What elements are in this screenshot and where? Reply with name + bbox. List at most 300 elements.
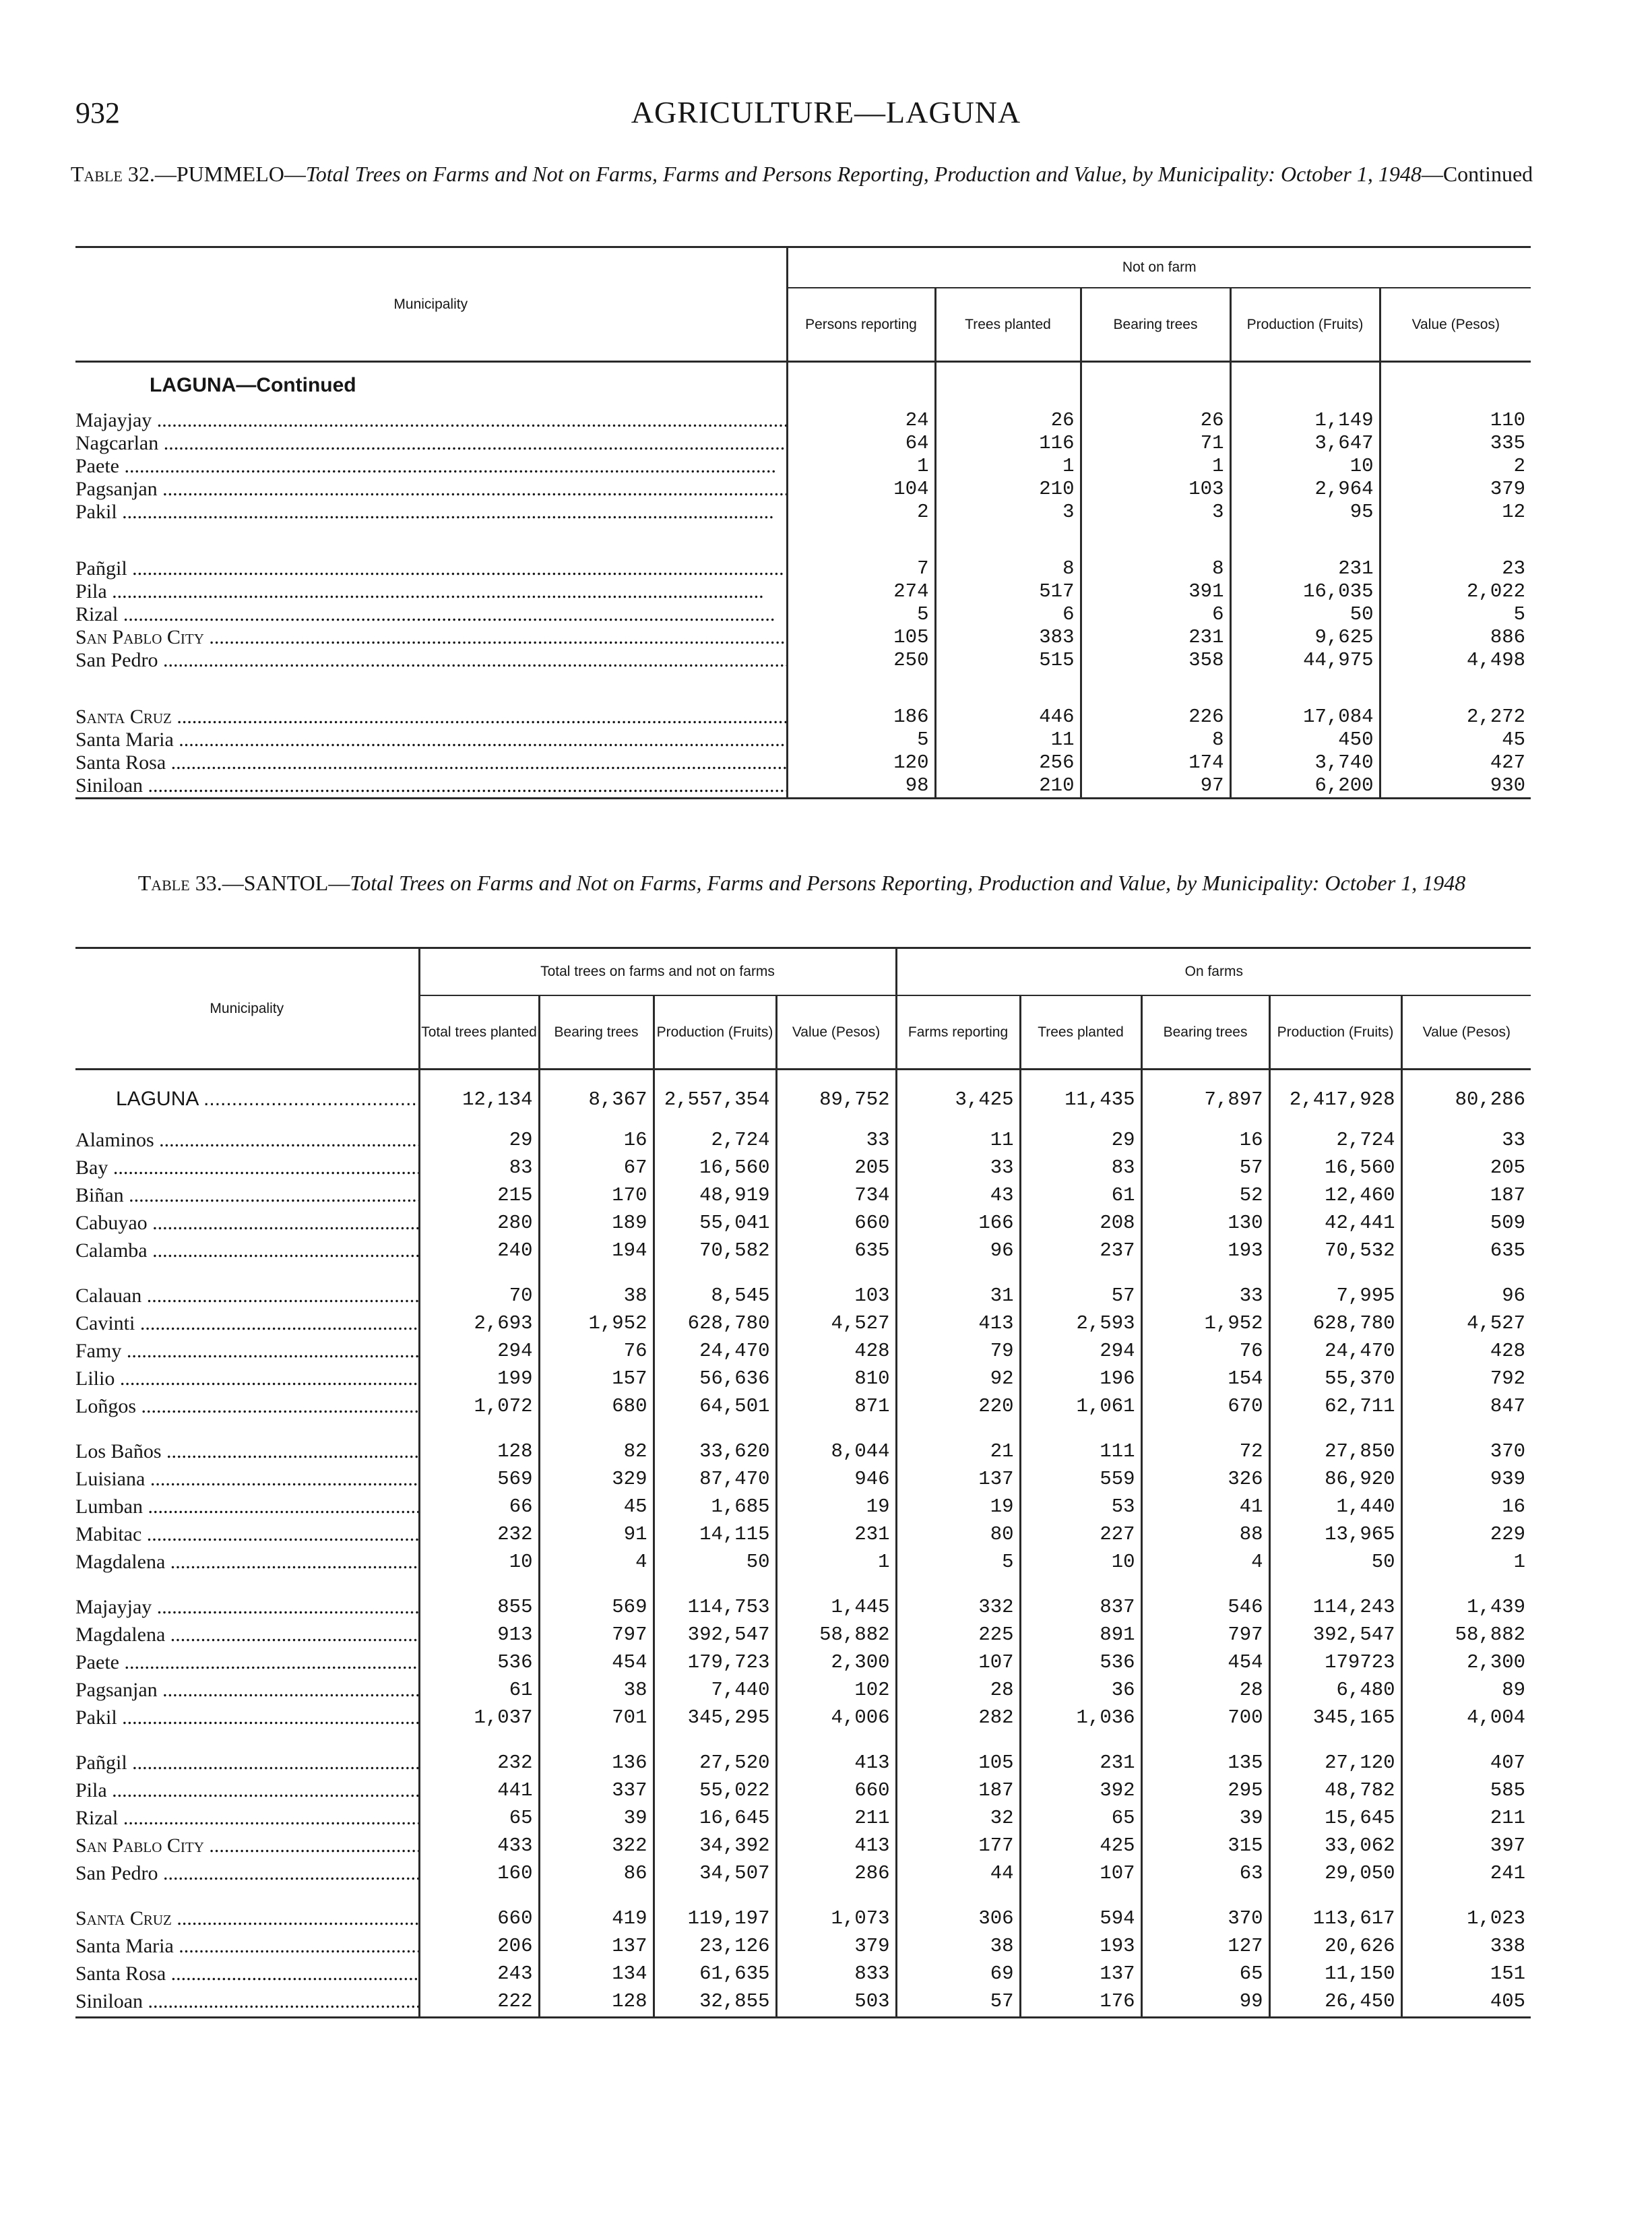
value-cell: 2 — [787, 501, 935, 524]
value-cell: 27,850 — [1269, 1440, 1401, 1468]
table-row — [75, 1340, 1531, 1367]
value-cell: 103 — [776, 1285, 896, 1312]
municipality-name: Loñgos ..... — [75, 1395, 419, 1423]
value-cell: 104 — [787, 478, 935, 501]
municipality-name: Lilio ..... — [75, 1367, 419, 1395]
table-row — [75, 1239, 1531, 1267]
value-cell: 1,149 — [1230, 409, 1380, 432]
municipality-name: Alaminos ..... — [75, 1129, 419, 1156]
value-cell: 397 — [1401, 1834, 1531, 1862]
value-cell: 2,724 — [1269, 1129, 1401, 1156]
table-row — [75, 1285, 1531, 1312]
value-cell: 427 — [1380, 751, 1531, 774]
value-cell: 10 — [419, 1551, 539, 1578]
value-cell: 65 — [419, 1807, 539, 1834]
table-row — [75, 1367, 1531, 1395]
value-cell: 628,780 — [654, 1312, 776, 1340]
value-cell: 26 — [1081, 409, 1230, 432]
value-cell: 96 — [896, 1239, 1020, 1267]
municipality-name: Cavinti ..... — [75, 1312, 419, 1340]
value-cell: 227 — [1020, 1523, 1141, 1551]
value-cell: 370 — [1141, 1907, 1269, 1935]
value-cell: 38 — [539, 1679, 654, 1706]
table-row — [75, 1862, 1531, 1890]
municipality-name: Pila ..... — [75, 1779, 419, 1807]
table33-caption — [67, 868, 1536, 898]
value-cell: 628,780 — [1269, 1312, 1401, 1340]
value-cell: 4,006 — [776, 1706, 896, 1734]
value-cell: 16,560 — [1269, 1156, 1401, 1184]
value-cell: 56,636 — [654, 1367, 776, 1395]
value-cell: 392,547 — [654, 1624, 776, 1651]
value-cell: 205 — [1401, 1156, 1531, 1184]
table-row — [75, 603, 1531, 626]
table-row — [75, 409, 1531, 432]
value-cell: 70,532 — [1269, 1239, 1401, 1267]
table-row — [75, 729, 1531, 751]
value-cell: 62,711 — [1269, 1395, 1401, 1423]
table-row — [75, 1935, 1531, 1963]
value-cell: 6 — [1081, 603, 1230, 626]
value-cell: 891 — [1020, 1624, 1141, 1651]
value-cell: 701 — [539, 1706, 654, 1734]
value-cell: 392 — [1020, 1779, 1141, 1807]
value-cell: 7,440 — [654, 1679, 776, 1706]
value-cell: 6,200 — [1230, 774, 1380, 799]
value-cell: 34,392 — [654, 1834, 776, 1862]
value-cell: 1 — [787, 455, 935, 478]
total-cell: 80,286 — [1401, 1070, 1531, 1129]
table-row — [75, 706, 1531, 729]
municipality-name: Pakil ..... — [75, 501, 787, 524]
value-cell: 413 — [776, 1752, 896, 1779]
value-cell: 97 — [1081, 774, 1230, 799]
header-municipality: Municipality — [393, 297, 468, 312]
value-cell: 9,625 — [1230, 626, 1380, 649]
table-row — [75, 501, 1531, 524]
value-cell: 136 — [539, 1752, 654, 1779]
value-cell: 379 — [1380, 478, 1531, 501]
value-cell: 1,036 — [1020, 1706, 1141, 1734]
value-cell: 546 — [1141, 1596, 1269, 1624]
value-cell: 7 — [787, 557, 935, 580]
value-cell: 80 — [896, 1523, 1020, 1551]
value-cell: 329 — [539, 1468, 654, 1495]
value-cell: 8 — [1081, 557, 1230, 580]
value-cell: 446 — [935, 706, 1081, 729]
table-row — [75, 1990, 1531, 2018]
municipality-name: Pakil ..... — [75, 1706, 419, 1734]
value-cell: 114,243 — [1269, 1596, 1401, 1624]
value-cell: 1,440 — [1269, 1495, 1401, 1523]
value-cell: 174 — [1081, 751, 1230, 774]
value-cell: 5 — [896, 1551, 1020, 1578]
value-cell: 114,753 — [654, 1596, 776, 1624]
value-cell: 89 — [1401, 1679, 1531, 1706]
header-value: Value (Pesos) — [1380, 288, 1531, 362]
value-cell: 24,470 — [1269, 1340, 1401, 1367]
value-cell: 211 — [1401, 1807, 1531, 1834]
value-cell: 83 — [419, 1156, 539, 1184]
value-cell: 103 — [1081, 478, 1230, 501]
header-persons-reporting: Persons reporting — [787, 288, 935, 362]
value-cell: 503 — [776, 1990, 896, 2018]
value-cell: 433 — [419, 1834, 539, 1862]
value-cell: 57 — [896, 1990, 1020, 2018]
value-cell: 86,920 — [1269, 1468, 1401, 1495]
value-cell: 63 — [1141, 1862, 1269, 1890]
value-cell: 1,072 — [419, 1395, 539, 1423]
value-cell: 569 — [539, 1596, 654, 1624]
value-cell: 11 — [935, 729, 1081, 751]
value-cell: 110 — [1380, 409, 1531, 432]
value-cell: 2,022 — [1380, 580, 1531, 603]
value-cell: 6,480 — [1269, 1679, 1401, 1706]
pummelo-table — [75, 246, 1531, 799]
total-cell: 12,134 — [419, 1070, 539, 1129]
value-cell: 10 — [1020, 1551, 1141, 1578]
group-spacer — [75, 1890, 1531, 1907]
value-cell: 441 — [419, 1779, 539, 1807]
value-cell: 64 — [787, 432, 935, 455]
value-cell: 2,964 — [1230, 478, 1380, 501]
value-cell: 337 — [539, 1779, 654, 1807]
value-cell: 370 — [1401, 1440, 1531, 1468]
header-production: Production (Fruits) — [1230, 288, 1380, 362]
municipality-name: Lumban ..... — [75, 1495, 419, 1523]
value-cell: 128 — [539, 1990, 654, 2018]
value-cell: 45 — [1380, 729, 1531, 751]
value-cell: 10 — [1230, 455, 1380, 478]
value-cell: 335 — [1380, 432, 1531, 455]
value-cell: 64,501 — [654, 1395, 776, 1423]
value-cell: 509 — [1401, 1212, 1531, 1239]
header-group-total: Total trees on farms and not on farms — [419, 948, 896, 995]
table-row — [75, 478, 1531, 501]
table-row — [75, 1679, 1531, 1706]
municipality-name: Paete ..... — [75, 1651, 419, 1679]
value-cell: 1,073 — [776, 1907, 896, 1935]
value-cell: 6 — [935, 603, 1081, 626]
header-on-farm-bearing-trees: Bearing trees — [1141, 995, 1269, 1070]
value-cell: 240 — [419, 1239, 539, 1267]
value-cell: 111 — [1020, 1440, 1141, 1468]
value-cell: 15,645 — [1269, 1807, 1401, 1834]
value-cell: 428 — [1401, 1340, 1531, 1367]
value-cell: 166 — [896, 1212, 1020, 1239]
section-title: LAGUNA—Continued — [150, 374, 356, 397]
value-cell: 256 — [935, 751, 1081, 774]
value-cell: 237 — [1020, 1239, 1141, 1267]
table-row — [75, 1834, 1531, 1862]
total-cell: 2,557,354 — [654, 1070, 776, 1129]
value-cell: 44,975 — [1230, 649, 1380, 672]
value-cell: 66 — [419, 1495, 539, 1523]
table-row — [75, 1551, 1531, 1578]
total-cell: 3,425 — [896, 1070, 1020, 1129]
value-cell: 855 — [419, 1596, 539, 1624]
value-cell: 45 — [539, 1495, 654, 1523]
value-cell: 8,545 — [654, 1285, 776, 1312]
value-cell: 39 — [539, 1807, 654, 1834]
value-cell: 92 — [896, 1367, 1020, 1395]
value-cell: 660 — [419, 1907, 539, 1935]
value-cell: 52 — [1141, 1184, 1269, 1212]
value-cell: 515 — [935, 649, 1081, 672]
municipality-name: San Pablo City ..... — [75, 626, 787, 649]
value-cell: 135 — [1141, 1752, 1269, 1779]
value-cell: 16,560 — [654, 1156, 776, 1184]
value-cell: 48,919 — [654, 1184, 776, 1212]
value-cell: 3 — [1081, 501, 1230, 524]
value-cell: 886 — [1380, 626, 1531, 649]
value-cell: 8 — [935, 557, 1081, 580]
value-cell: 13,965 — [1269, 1523, 1401, 1551]
value-cell: 12,460 — [1269, 1184, 1401, 1212]
value-cell: 454 — [1141, 1651, 1269, 1679]
value-cell: 193 — [1020, 1935, 1141, 1963]
value-cell: 1,023 — [1401, 1907, 1531, 1935]
value-cell: 12 — [1380, 501, 1531, 524]
value-cell: 61 — [419, 1679, 539, 1706]
value-cell: 930 — [1380, 774, 1531, 799]
value-cell: 99 — [1141, 1990, 1269, 2018]
value-cell: 205 — [776, 1156, 896, 1184]
value-cell: 96 — [1401, 1285, 1531, 1312]
pummelo-table-body — [75, 362, 1531, 799]
total-row-name: LAGUNA ..... — [75, 1070, 419, 1129]
value-cell: 326 — [1141, 1468, 1269, 1495]
municipality-name: Santa Rosa ..... — [75, 751, 787, 774]
value-cell: 231 — [776, 1523, 896, 1551]
value-cell: 72 — [1141, 1440, 1269, 1468]
value-cell: 57 — [1020, 1285, 1141, 1312]
value-cell: 7,995 — [1269, 1285, 1401, 1312]
value-cell: 28 — [1141, 1679, 1269, 1706]
value-cell: 810 — [776, 1367, 896, 1395]
value-cell: 286 — [776, 1862, 896, 1890]
municipality-name: San Pedro ..... — [75, 1862, 419, 1890]
value-cell: 797 — [1141, 1624, 1269, 1651]
value-cell: 405 — [1401, 1990, 1531, 2018]
value-cell: 358 — [1081, 649, 1230, 672]
table-row — [75, 580, 1531, 603]
value-cell: 2,300 — [776, 1651, 896, 1679]
value-cell: 280 — [419, 1212, 539, 1239]
municipality-name: Santa Rosa ..... — [75, 1963, 419, 1990]
value-cell: 33,620 — [654, 1440, 776, 1468]
value-cell: 16 — [1141, 1129, 1269, 1156]
header-bearing-trees: Bearing trees — [1081, 288, 1230, 362]
table-row — [75, 1963, 1531, 1990]
value-cell: 55,370 — [1269, 1367, 1401, 1395]
value-cell: 5 — [787, 729, 935, 751]
value-cell: 31 — [896, 1285, 1020, 1312]
table-row — [75, 455, 1531, 478]
municipality-name: Pila ..... — [75, 580, 787, 603]
value-cell: 585 — [1401, 1779, 1531, 1807]
value-cell: 34,507 — [654, 1862, 776, 1890]
value-cell: 206 — [419, 1935, 539, 1963]
value-cell: 3,647 — [1230, 432, 1380, 455]
value-cell: 594 — [1020, 1907, 1141, 1935]
value-cell: 107 — [896, 1651, 1020, 1679]
value-cell: 36 — [1020, 1679, 1141, 1706]
table-row — [75, 1651, 1531, 1679]
value-cell: 8 — [1081, 729, 1230, 751]
value-cell: 413 — [896, 1312, 1020, 1340]
value-cell: 4 — [1141, 1551, 1269, 1578]
municipality-name: San Pablo City ..... — [75, 1834, 419, 1862]
municipality-name: Los Baños ..... — [75, 1440, 419, 1468]
header-value: Value (Pesos) — [776, 995, 896, 1070]
value-cell: 797 — [539, 1624, 654, 1651]
value-cell: 27,120 — [1269, 1752, 1401, 1779]
table-row — [75, 1395, 1531, 1423]
value-cell: 913 — [419, 1624, 539, 1651]
value-cell: 274 — [787, 580, 935, 603]
value-cell: 734 — [776, 1184, 896, 1212]
value-cell: 2 — [1380, 455, 1531, 478]
total-cell: 7,897 — [1141, 1070, 1269, 1129]
value-cell: 332 — [896, 1596, 1020, 1624]
value-cell: 179,723 — [654, 1651, 776, 1679]
header-bearing-trees: Bearing trees — [539, 995, 654, 1070]
municipality-name: Cabuyao ..... — [75, 1212, 419, 1239]
value-cell: 137 — [896, 1468, 1020, 1495]
group-spacer — [75, 1578, 1531, 1596]
municipality-name: Paete ..... — [75, 455, 787, 478]
value-cell: 4,527 — [1401, 1312, 1531, 1340]
value-cell: 19 — [776, 1495, 896, 1523]
value-cell: 50 — [1230, 603, 1380, 626]
total-cell: 11,435 — [1020, 1070, 1141, 1129]
value-cell: 23,126 — [654, 1935, 776, 1963]
value-cell: 20,626 — [1269, 1935, 1401, 1963]
value-cell: 8,044 — [776, 1440, 896, 1468]
total-row — [75, 1070, 1531, 1129]
municipality-name: Pañgil ..... — [75, 1752, 419, 1779]
value-cell: 39 — [1141, 1807, 1269, 1834]
municipality-name: Majayjay ..... — [75, 409, 787, 432]
value-cell: 210 — [935, 478, 1081, 501]
value-cell: 86 — [539, 1862, 654, 1890]
value-cell: 569 — [419, 1468, 539, 1495]
municipality-name: Santa Cruz ..... — [75, 706, 787, 729]
value-cell: 95 — [1230, 501, 1380, 524]
value-cell: 4,004 — [1401, 1706, 1531, 1734]
value-cell: 1,685 — [654, 1495, 776, 1523]
value-cell: 61,635 — [654, 1963, 776, 1990]
group-spacer — [75, 1734, 1531, 1752]
value-cell: 50 — [1269, 1551, 1401, 1578]
table-row — [75, 1807, 1531, 1834]
value-cell: 29,050 — [1269, 1862, 1401, 1890]
value-cell: 232 — [419, 1523, 539, 1551]
table-row — [75, 774, 1531, 799]
municipality-name: Rizal ..... — [75, 603, 787, 626]
value-cell: 670 — [1141, 1395, 1269, 1423]
value-cell: 33 — [1141, 1285, 1269, 1312]
table-row — [75, 1495, 1531, 1523]
value-cell: 5 — [1380, 603, 1531, 626]
value-cell: 700 — [1141, 1706, 1269, 1734]
value-cell: 450 — [1230, 729, 1380, 751]
value-cell: 211 — [776, 1807, 896, 1834]
value-cell: 70 — [419, 1285, 539, 1312]
value-cell: 67 — [539, 1156, 654, 1184]
table-row — [75, 1706, 1531, 1734]
value-cell: 2,593 — [1020, 1312, 1141, 1340]
municipality-name: Nagcarlan ..... — [75, 432, 787, 455]
value-cell: 33,062 — [1269, 1834, 1401, 1862]
value-cell: 105 — [896, 1752, 1020, 1779]
value-cell: 11 — [896, 1129, 1020, 1156]
municipality-name: Biñan ..... — [75, 1184, 419, 1212]
value-cell: 38 — [539, 1285, 654, 1312]
value-cell: 71 — [1081, 432, 1230, 455]
value-cell: 119,197 — [654, 1907, 776, 1935]
value-cell: 199 — [419, 1367, 539, 1395]
municipality-name: San Pedro ..... — [75, 649, 787, 672]
value-cell: 345,165 — [1269, 1706, 1401, 1734]
value-cell: 58,882 — [1401, 1624, 1531, 1651]
value-cell: 428 — [776, 1340, 896, 1367]
value-cell: 137 — [1020, 1963, 1141, 1990]
municipality-name: Pagsanjan ..... — [75, 1679, 419, 1706]
municipality-name: Santa Maria ..... — [75, 1935, 419, 1963]
value-cell: 88 — [1141, 1523, 1269, 1551]
table-row — [75, 1779, 1531, 1807]
value-cell: 105 — [787, 626, 935, 649]
value-cell: 383 — [935, 626, 1081, 649]
page-number: 932 — [75, 96, 120, 129]
value-cell: 17,084 — [1230, 706, 1380, 729]
value-cell: 833 — [776, 1963, 896, 1990]
value-cell: 29 — [419, 1129, 539, 1156]
table32-caption-tail: —Continued — [1421, 162, 1533, 186]
table-row — [75, 1440, 1531, 1468]
group-spacer — [75, 672, 1531, 706]
value-cell: 28 — [896, 1679, 1020, 1706]
value-cell: 50 — [654, 1551, 776, 1578]
value-cell: 11,150 — [1269, 1963, 1401, 1990]
value-cell: 76 — [539, 1340, 654, 1367]
value-cell: 107 — [1020, 1862, 1141, 1890]
total-cell: 8,367 — [539, 1070, 654, 1129]
value-cell: 1,952 — [1141, 1312, 1269, 1340]
value-cell: 48,782 — [1269, 1779, 1401, 1807]
header-on-farm-trees-planted: Trees planted — [1020, 995, 1141, 1070]
value-cell: 322 — [539, 1834, 654, 1862]
municipality-name: Pagsanjan ..... — [75, 478, 787, 501]
value-cell: 5 — [787, 603, 935, 626]
santol-table-body — [75, 1070, 1531, 2018]
value-cell: 33 — [776, 1129, 896, 1156]
municipality-name: Calamba ..... — [75, 1239, 419, 1267]
header-trees-planted: Trees planted — [935, 288, 1081, 362]
value-cell: 1,037 — [419, 1706, 539, 1734]
value-cell: 294 — [1020, 1340, 1141, 1367]
value-cell: 660 — [776, 1779, 896, 1807]
value-cell: 61 — [1020, 1184, 1141, 1212]
value-cell: 946 — [776, 1468, 896, 1495]
value-cell: 338 — [1401, 1935, 1531, 1963]
page-title: AGRICULTURE—LAGUNA — [631, 95, 1021, 129]
value-cell: 193 — [1141, 1239, 1269, 1267]
table-row — [75, 1752, 1531, 1779]
value-cell: 70,582 — [654, 1239, 776, 1267]
